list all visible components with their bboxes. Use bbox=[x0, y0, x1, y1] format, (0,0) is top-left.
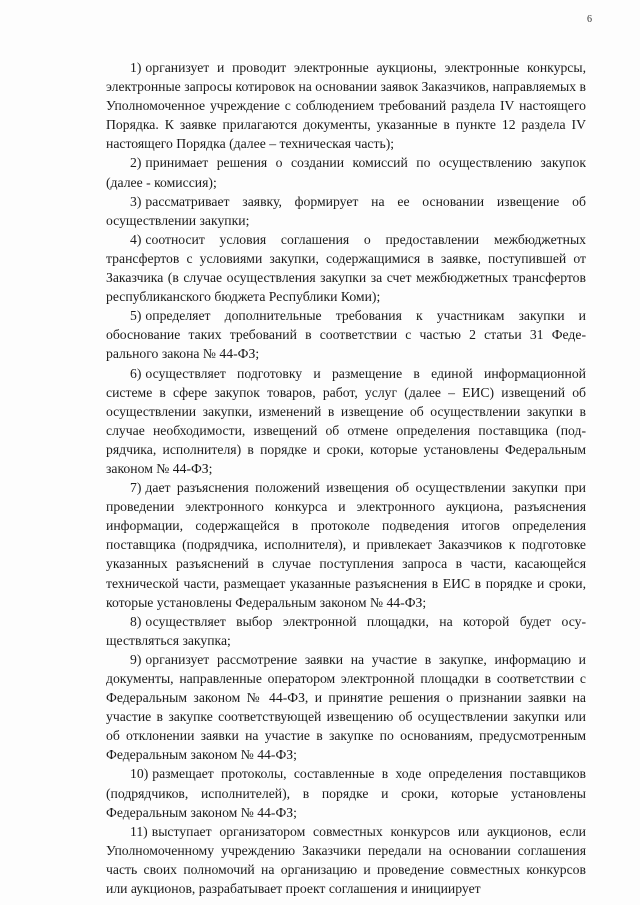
paragraph-5 bbox=[106, 306, 586, 363]
list-number: 6) bbox=[130, 365, 142, 381]
list-number: 5) bbox=[130, 308, 142, 324]
paragraph-9 bbox=[106, 650, 586, 765]
list-number: 8) bbox=[130, 613, 142, 629]
paragraph-text: организует рассмотрение заявки на участие в закупке, информацию и документы, направленные оператором электронной площадки в соответствии с Федеральным законом № 44-ФЗ, и принятие решения о признании заявки на участие в закупке соответствующей извещению об осуществлении закупки или об отклонении заявки на участие в закупке по основаниям, предусмотренным Федеральным законом № 44-ФЗ; bbox=[106, 651, 586, 763]
paragraph-1 bbox=[106, 58, 586, 153]
paragraph-4 bbox=[106, 230, 586, 306]
list-number: 1) bbox=[130, 60, 142, 75]
paragraph-text: выступает организатором совместных конкурсов или аукционов, если Уполномоченному учреждению Заказчики передали на основании соглашения часть своих полномочий на организацию и проведение совместных конкурсов или аукционов, разрабатывает проект соглашения и инициирует bbox=[106, 823, 586, 897]
paragraph-text: определяет дополнительные требования к участникам закупки и обоснование таких требований в соответствии с частью 2 статьи 31 Федерального закона № 44-ФЗ; bbox=[106, 308, 586, 362]
list-number: 9) bbox=[130, 651, 142, 667]
page-number: 6 bbox=[587, 14, 592, 25]
paragraph-6 bbox=[106, 364, 586, 479]
paragraph-text: размещает протоколы, составленные в ходе определения поставщиков (подрядчиков, исполнителей), в порядке и сроки, которые установлены Федеральным законом № 44-ФЗ; bbox=[106, 766, 586, 820]
list-number: 11) bbox=[130, 823, 148, 839]
paragraph-text: принимает решения о создании комиссий по осуществлению закупок (далее - комиссия); bbox=[106, 155, 586, 190]
paragraph-text: рассматривает заявку, формирует на ее основании извещение об осуществлении закупки; bbox=[106, 193, 586, 228]
list-number: 4) bbox=[130, 231, 142, 247]
document-body bbox=[106, 58, 586, 898]
paragraph-8 bbox=[106, 612, 586, 650]
paragraph-text: осуществляет подготовку и размещение в единой информационной системе в сфере закупок товаров, работ, услуг (далее – ЕИС) извещений об осуществлении закупки, изменений в извещение об осуществлении закупки в случае необходимости, извещений об отмене определения поставщика (подрядчика, исполнителя) в порядке и сроки, которые установлены Федеральным законом № 44-ФЗ; bbox=[106, 365, 586, 476]
list-number: 10) bbox=[130, 766, 149, 782]
list-number: 7) bbox=[130, 480, 142, 496]
paragraph-2 bbox=[106, 153, 586, 191]
list-number: 3) bbox=[130, 193, 142, 209]
paragraph-text: соотносит условия соглашения о предоставлении межбюджетных трансфертов с условиями закупки, содержащимися в заявке, поступившей от Заказчика (в случае осуществления закупки за счет межбюджетных трансфертов республиканского бюджета Республики Коми); bbox=[106, 231, 586, 305]
list-number: 2) bbox=[130, 155, 142, 171]
paragraph-11 bbox=[106, 822, 586, 898]
paragraph-3 bbox=[106, 192, 586, 230]
paragraph-10 bbox=[106, 764, 586, 821]
paragraph-text: организует и проводит электронные аукционы, электронные конкурсы, электронные запросы котировок на основании заявок Заказчиков, направляемых в Уполномоченное учреждение с соблюдением требований раздела IV настоящего Порядка. К заявке прилагаются документы, указанные в пункте 12 раздела IV настоящего Порядка (далее – техническая часть); bbox=[106, 60, 586, 152]
paragraph-text: дает разъяснения положений извещения об осуществлении закупки при проведении электронного конкурса и электронного аукциона, разъяснения информации, содержащейся в протоколе подведения итогов определения поставщика (подрядчика, исполнителя), и привлекает Заказчиков к подготовке указанных разъяснений в случае поступления запроса в части, касающейся технической части, размещает указанные разъяснения в ЕИС в порядке и сроки, которые установлены Федеральным законом № 44-ФЗ; bbox=[106, 480, 586, 610]
paragraph-7 bbox=[106, 478, 586, 612]
paragraph-text: осуществляет выбор электронной площадки, на которой будет осуществляться закупка; bbox=[106, 613, 586, 648]
